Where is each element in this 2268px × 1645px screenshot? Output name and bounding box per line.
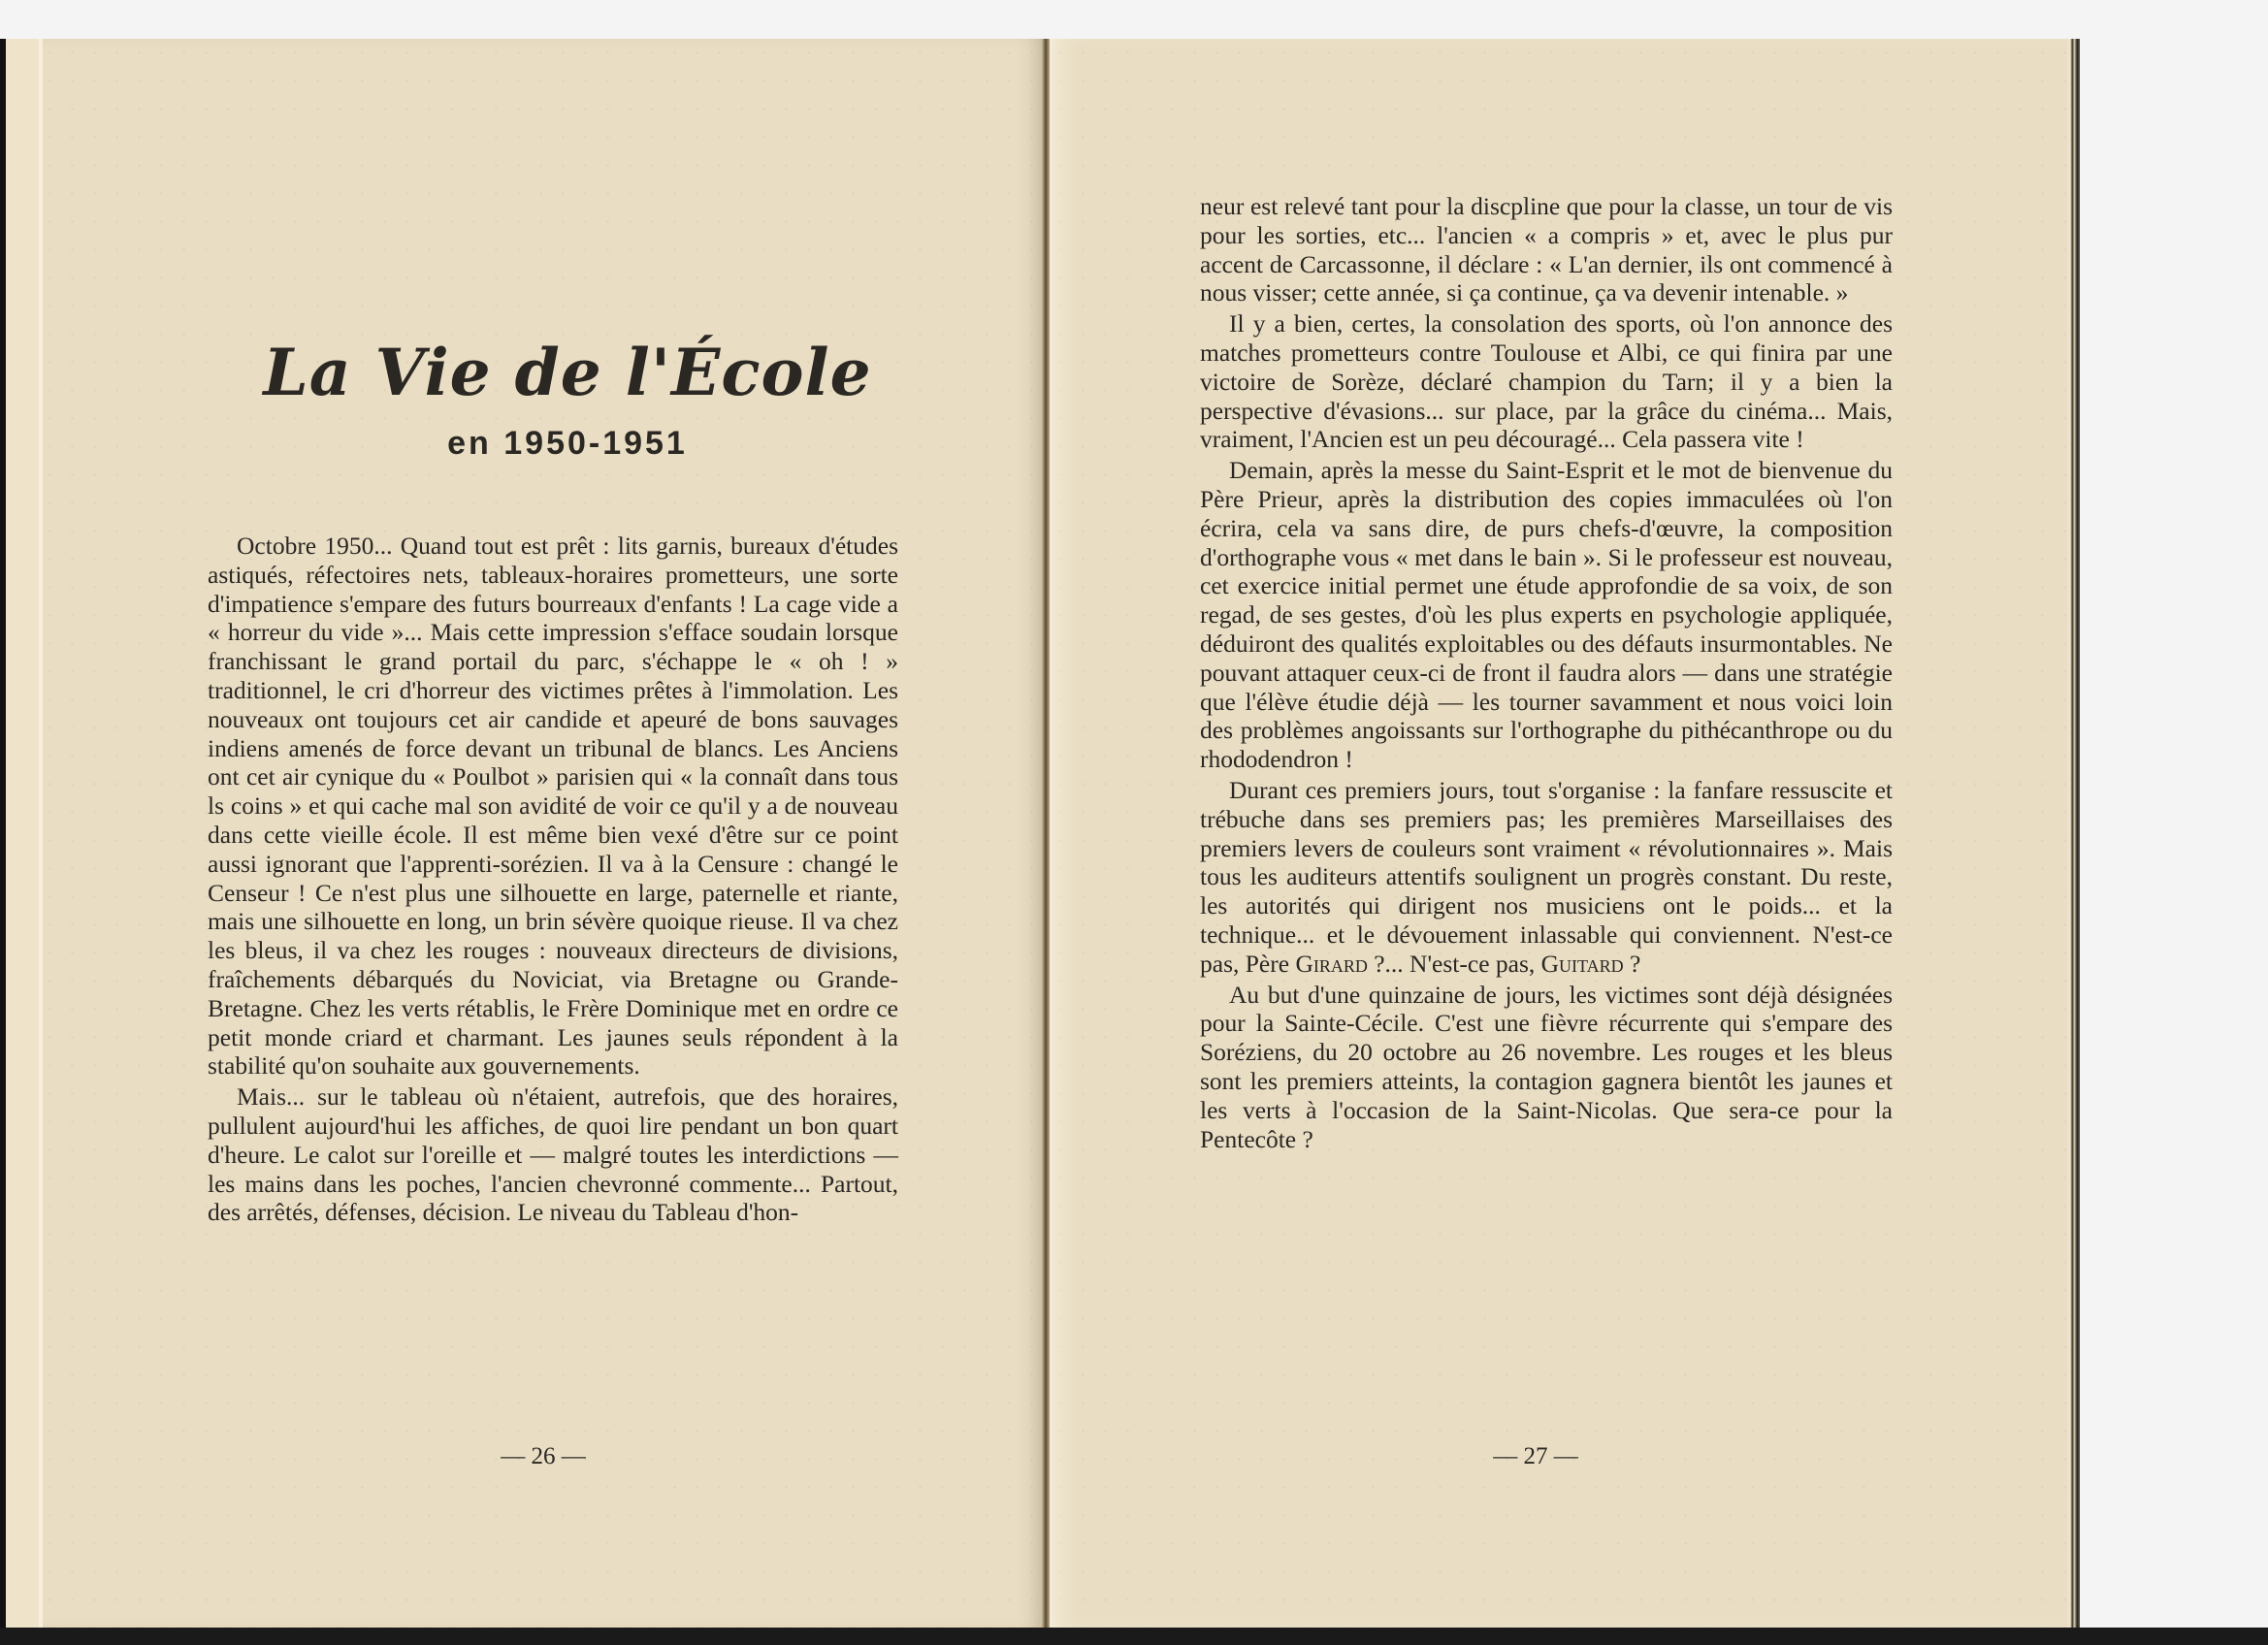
text-run: ?: [1623, 949, 1641, 978]
scanner-bottom-edge: [0, 1628, 2268, 1645]
name-small-caps: Guitard: [1540, 949, 1624, 978]
chapter-subtitle: en 1950-1951: [447, 425, 688, 462]
paragraph: Octobre 1950... Quand tout est prêt : lits garnis, bureaux d'études astiqués, réfectoires nets, tableaux-horaires prometteurs, une sorte d'impatience s'empare des futurs bourreaux d'enfants ! La cage vide a « horreur du vide »... Mais cette impression s'efface soudain lorsque franchissant le grand portail du parc, s'échappe le « oh ! » traditionnel, le cri d'horreur des victimes prêtes à l'immolation. Les nouveaux ont toujours cet air candide et apeuré de bons sauvages indiens amenés de force devant un tribunal de blancs. Les Anciens ont cet air cynique du « Poulbot » parisien qui « la connaît dans tous ls coins » et qui cache mal son avidité de voir ce qu'il y a de nouveau dans cette vieille école. Il est même bien vexé d'être sur ce point aussi ignorant que l'apprenti-sorézien. Il va à la Censure : changé le Censeur ! Ce n'est plus une silhouette en large, paternelle et riante, mais une silhouette en long, un brin sévère quoique rieuse. Il va chez les bleus, il va chez les rouges : nouveaux directeurs de divisions, fraîchements débarqués du Noviciat, via Bretagne ou Grande-Bretagne. Chez les verts rétablis, le Frère Dominique met en ordre ce petit monde criard et charmant. Les jaunes seuls répondent à la stabilité qu'on souhaite aux gouvernements.: [208, 532, 898, 1081]
paragraph: Demain, après la messe du Saint-Esprit et le mot de bienvenue du Père Prieur, après la distribution des copies immaculées où l'on écrira, cela va sans dire, de purs chefs-d'œuvre, la composition d'orthographe vous « met dans le bain ». Si le professeur est nouveau, cet exercice initial permet une étude approfondie de sa voix, de son regad, de ses gestes, d'où les plus experts en psychologie appliquée, déduiront des qualités exploitables ou des défauts insurmontables. Ne pouvant attaquer ceux-ci de front il faudra alors — dans une stratégie que l'élève étudie déjà — les tourner savamment et nous voici loin des problèmes angoissants sur l'orthographe du pithécanthrope ou du rhododendron !: [1200, 456, 1893, 774]
text-run: Durant ces premiers jours, tout s'organise : la fanfare ressuscite et trébuche dans ses premiers pas; les premières Marseillaises des premiers levers de couleurs sont vraiment « révolutionnaires ». Mais tous les auditeurs attentifs soulignent un progrès constant. Du reste, les autorités qui dirigent nos musiciens ont le poids... et la technique... et le dévouement inlassable qui conviennent. N'est-ce pas, Père: [1200, 775, 1893, 978]
page-fore-edge: [2066, 39, 2080, 1628]
left-page-text: [208, 532, 898, 1227]
text-run: ?... N'est-ce pas,: [1367, 949, 1541, 978]
paragraph: Il y a bien, certes, la consolation des sports, où l'on annonce des matches prometteurs contre Toulouse et Albi, ce qui finira par une victoire de Sorèze, déclaré champion du Tarn; il y a bien la perspective d'évasions... sur place, par la grâce du cinéma... Mais, vraiment, l'Ancien est un peu découragé... Cela passera vite !: [1200, 309, 1893, 454]
page-number-left: — 26 —: [501, 1443, 586, 1469]
right-page-text: [1200, 192, 1893, 1153]
name-small-caps: Girard: [1295, 949, 1368, 978]
chapter-title: La Vie de l'École: [263, 335, 872, 410]
paragraph: Mais... sur le tableau où n'étaient, autrefois, que des horaires, pullulent aujourd'hui les affiches, de quoi lire pendant un bon quart d'heure. Le calot sur l'oreille et — malgré toutes les interdictions — les mains dans les poches, l'ancien chevronné commente... Partout, des arrêtés, défenses, décision. Le niveau du Tableau d'hon-: [208, 1082, 898, 1227]
paragraph: Au but d'une quinzaine de jours, les victimes sont déjà désignées pour la Sainte-Cécile. C'est une fièvre récurrente qui s'empare des Soréziens, du 20 octobre au 26 novembre. Les rouges et les bleus sont les premiers atteints, la contagion gagnera bientôt les jaunes et les verts à l'occasion de la Saint-Nicolas. Que sera-ce pour la Pentecôte ?: [1200, 980, 1893, 1153]
paragraph: [1200, 776, 1893, 979]
page-number-right: — 27 —: [1493, 1443, 1578, 1469]
paragraph-continued: neur est relevé tant pour la discpline que pour la classe, un tour de vis pour les sorties, etc... l'ancien « a compris » et, avec le plus pur accent de Carcassonne, il déclare : « L'an dernier, ils ont commencé à nous visser; cette année, si ça continue, ça va devenir intenable. »: [1200, 192, 1893, 307]
book-spine: [1042, 39, 1050, 1628]
